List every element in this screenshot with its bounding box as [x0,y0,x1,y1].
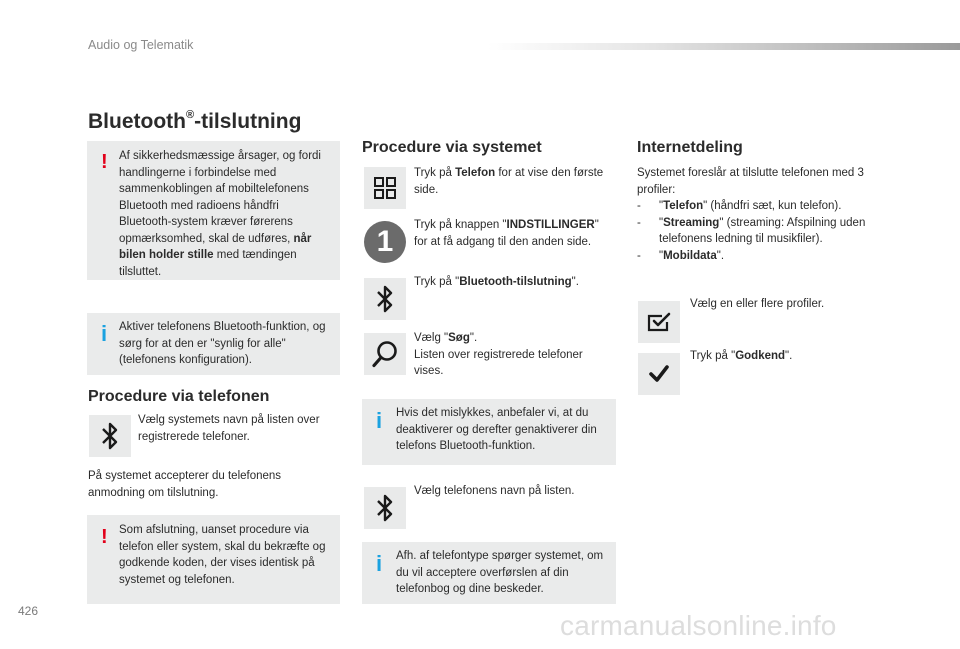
header-bar [488,43,960,50]
page-number: 426 [18,604,39,618]
step4-text: Vælg "Søg". Listen over registrerede telefoner vises. [414,332,583,377]
warning-icon: ! [101,526,108,548]
info-text-failure: Hvis det mislykkes, anbefaler vi, at du deaktiverer og derefter genaktiverer din telefons Bluetooth-funktion. [396,407,597,452]
accept-connection-text: På systemet accepterer du telefonens anmodning om tilslutning. [88,470,282,499]
checkmark-icon [648,364,670,384]
bluetooth-icon [374,493,396,523]
bluetooth-icon-box [364,487,406,529]
step-number-badge: 1 [364,221,406,263]
title-suffix: -tilslutning [194,110,302,133]
grid-icon [373,176,397,200]
info-icon: i [101,321,108,346]
info-icon: i [376,408,383,433]
list-item: - "Telefon" (håndfri sæt, kun telefon). [637,200,842,212]
heading-procedure-system: Procedure via systemet [362,139,542,156]
info-text-activate: Aktiver telefonens Bluetooth-funktion, og sørg for at den er "synlig for alle" (telefonens konfiguration). [119,321,326,366]
info-box-failure [362,399,616,465]
title-text: Bluetooth [88,110,186,133]
page-title [88,110,301,134]
info-icon: i [376,551,383,576]
info-text-transfer: Afh. af telefontype spørger systemet, om du vil acceptere overførslen af din telefonbog og dine beskeder. [396,550,604,595]
info-box-transfer [362,542,616,604]
step3-text: Tryk på "Bluetooth-tilslutning". [414,276,579,288]
list-item: - "Mobildata". [637,249,725,262]
watermark: carmanualsonline.info [560,610,837,641]
search-icon-box [364,333,406,375]
phone-step-text: Vælg systemets navn på listen over registrerede telefoner. [138,414,320,443]
heading-procedure-phone: Procedure via telefonen [88,388,270,405]
confirm-icon-box [638,353,680,395]
registered-mark: ® [185,109,195,121]
warning-box-safety [87,141,340,280]
bluetooth-icon-box [89,415,131,457]
bluetooth-icon-box [364,278,406,320]
checkbox-icon [646,311,672,333]
bluetooth-icon [99,421,121,451]
header-title: Audio og Telematik [88,38,194,52]
checkbox-icon-box [638,301,680,343]
step2-text: Tryk på knappen "INDSTILLINGER" for at få adgang til den anden side. [414,219,599,248]
confirm-text: Tryk på "Godkend". [690,350,793,362]
info-box-activate-bluetooth [87,313,340,375]
warning-text-code: Som afslutning, uanset procedure via telefon eller system, skal du bekræfte og godkende koden, der vises identisk på systemet og telefonen. [119,524,326,586]
warning-text-safety: Af sikkerhedsmæssige årsager, og fordi handlingerne i forbindelse med sammenkoblingen af mobiltelefonens Bluetooth med radioens håndfri Bluetooth-system kræver førerens opmærksomhed, skal de udføres, når bilen holder stille med tændingen tilsluttet. [119,150,321,278]
telephone-menu-icon-box [364,167,406,209]
select-profiles-text: Vælg en eller flere profiler. [690,298,825,310]
profiles-list [637,198,867,264]
bluetooth-icon [374,284,396,314]
list-item: - "Streaming" (streaming: Afspilning uden telefonens ledning til musikfiler). [637,216,866,245]
warning-box-code [87,515,340,604]
profiles-intro: Systemet foreslår at tilslutte telefonen med 3 profiler: [637,167,864,196]
warning-icon: ! [101,151,108,173]
step5-text: Vælg telefonens navn på listen. [414,485,575,497]
step1-text: Tryk på Telefon for at vise den første side. [414,167,604,196]
heading-internet-sharing: Internetdeling [637,139,743,156]
search-icon [370,339,400,369]
